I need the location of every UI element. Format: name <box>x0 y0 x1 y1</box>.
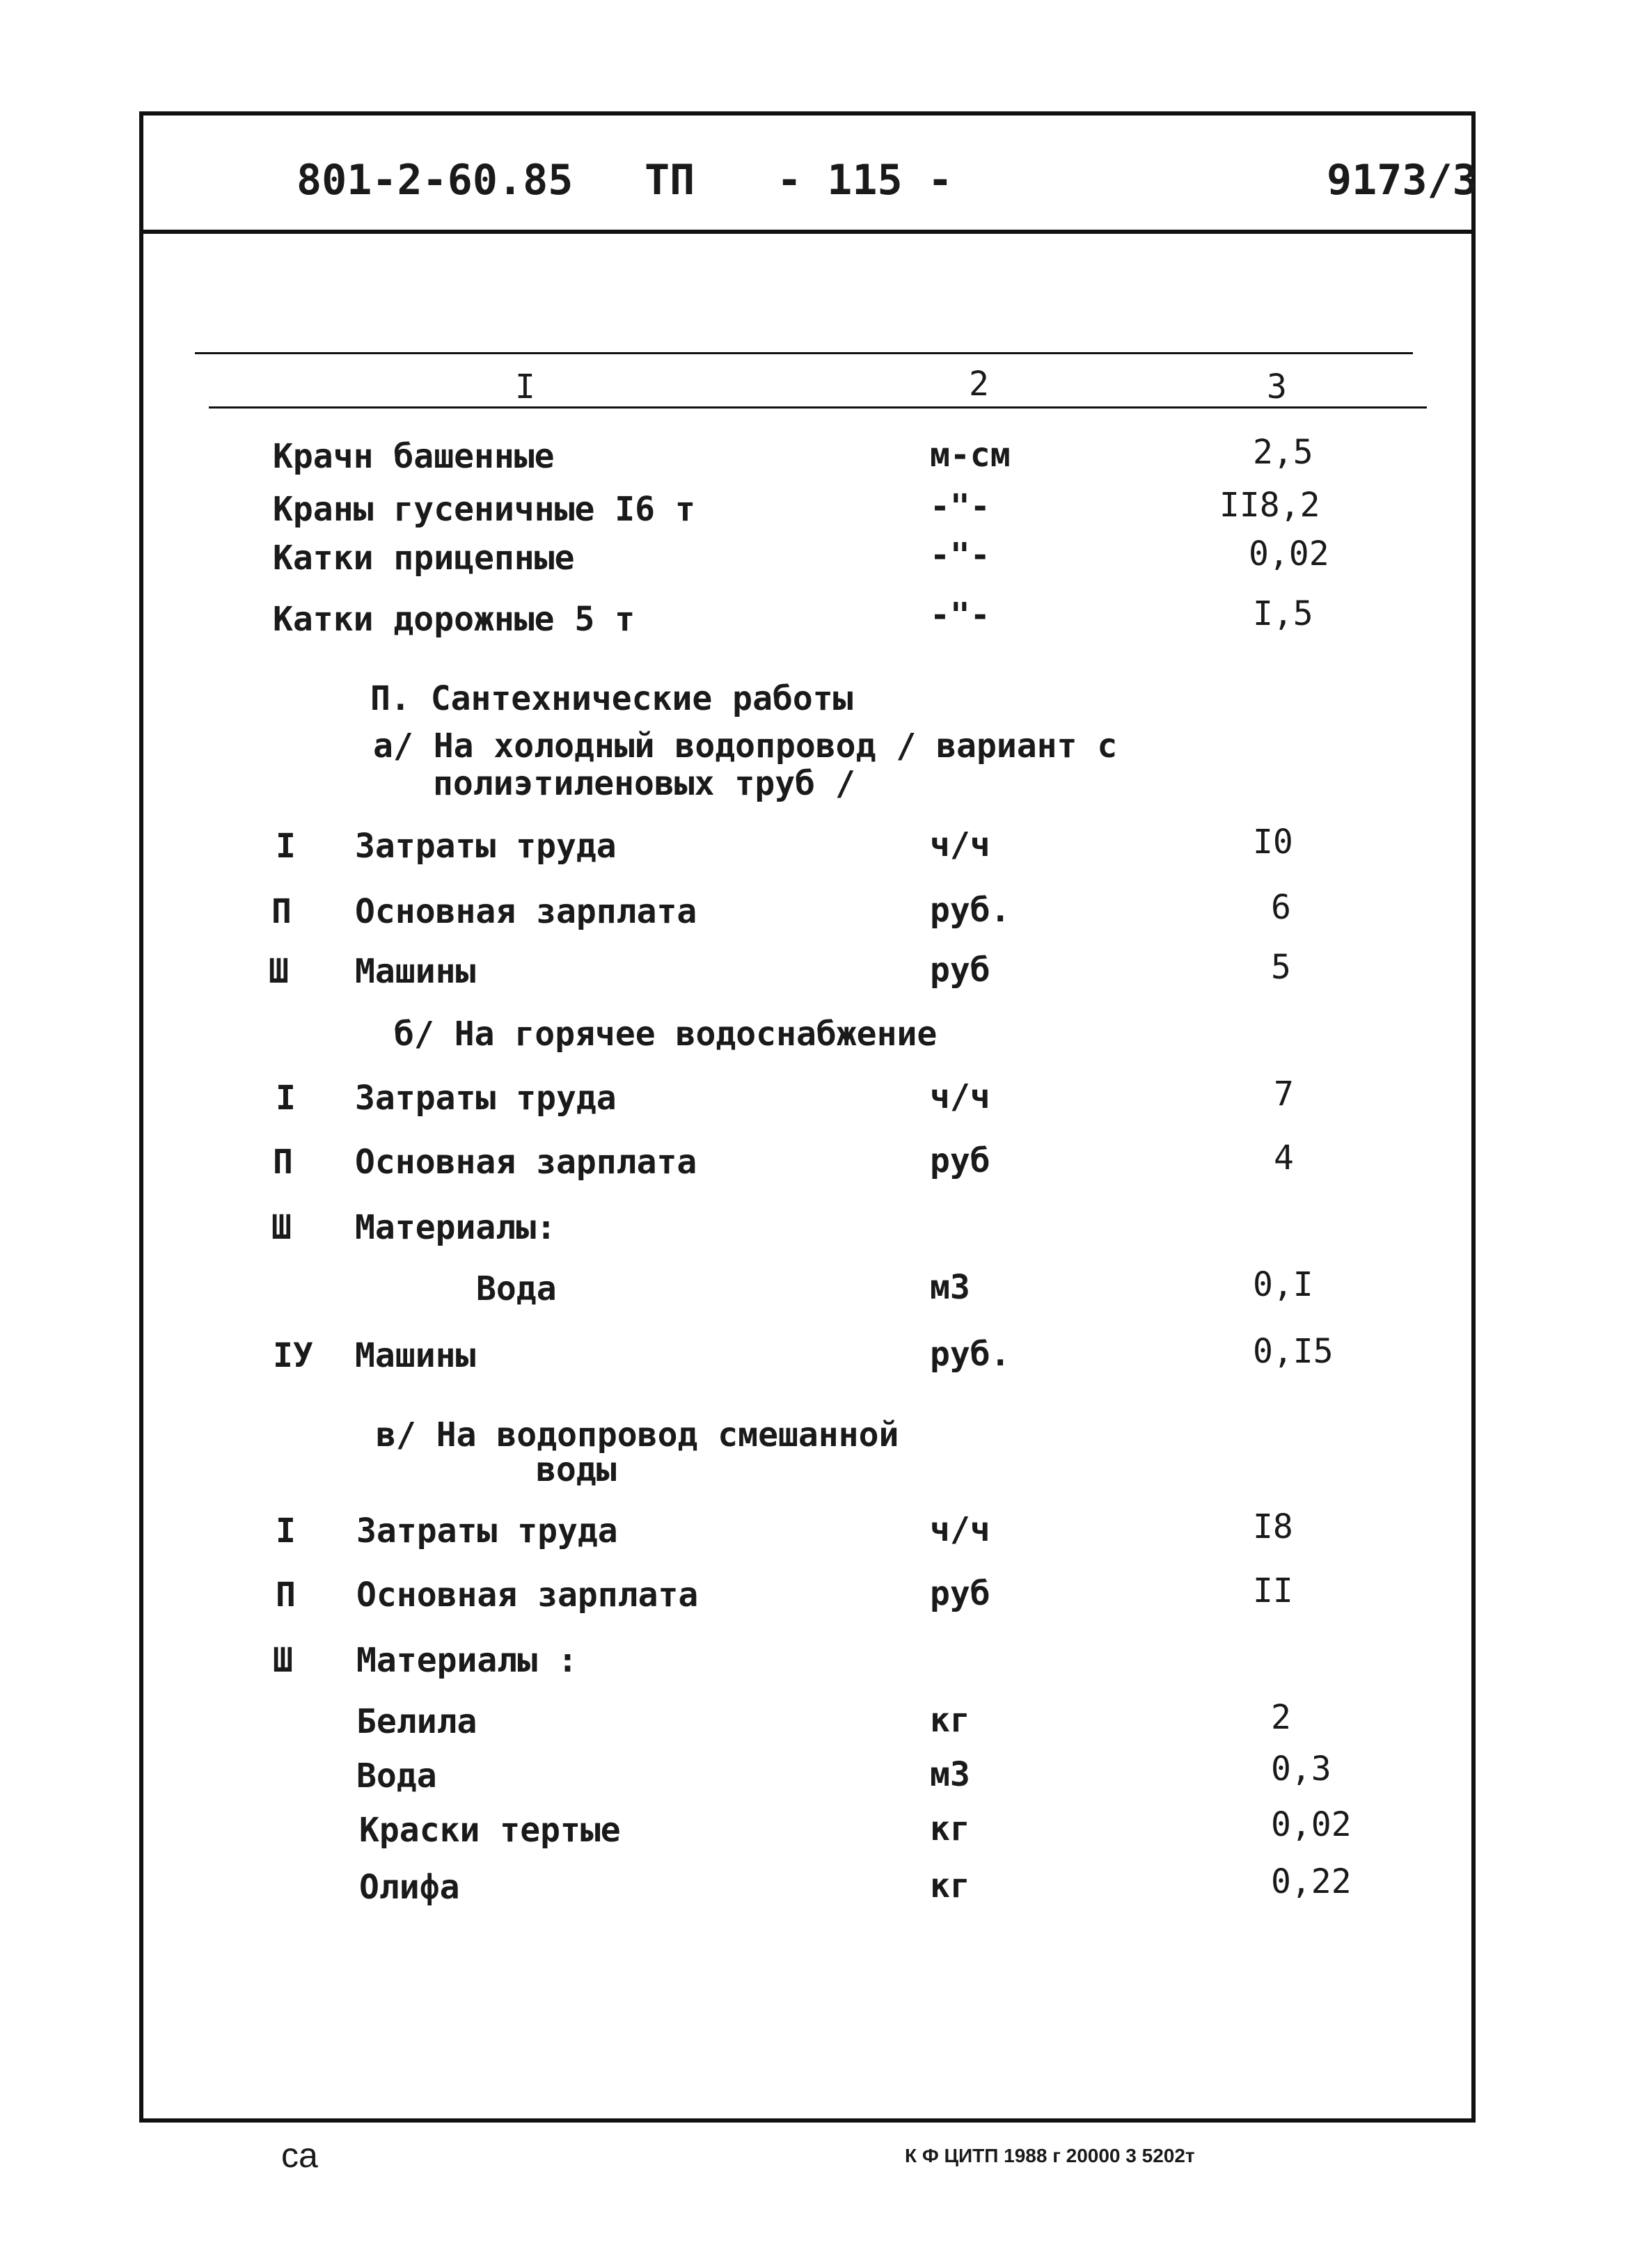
row-name: Крачн башенные <box>273 437 555 476</box>
footer-mark: са <box>281 2136 318 2175</box>
row-number: I <box>276 1512 296 1551</box>
row-unit: ч/ч <box>930 1077 990 1116</box>
row-value: II8,2 <box>1219 486 1320 525</box>
row-unit: м3 <box>930 1755 970 1794</box>
row-number: I <box>276 827 296 866</box>
row-name: Основная зарплата <box>355 892 697 931</box>
row-name: Машины <box>355 952 476 991</box>
row-name: Основная зарплата <box>356 1576 699 1615</box>
row-number: I <box>276 1079 296 1118</box>
row-name: Вода <box>356 1756 437 1795</box>
subsection-a-title: а/ На холодный водопровод / вариант с <box>373 727 1118 766</box>
row-unit: руб. <box>930 1335 1011 1374</box>
row-value: 5 <box>1271 948 1291 987</box>
page-number: - 115 - <box>777 156 953 205</box>
section-title: П. Сантехнические работы <box>370 679 853 718</box>
row-unit: м3 <box>930 1268 970 1307</box>
row-value: I0 <box>1253 823 1293 862</box>
row-unit: кг <box>930 1809 970 1848</box>
doc-code: 801-2-60.85 <box>297 156 574 205</box>
row-unit: руб <box>930 1574 990 1613</box>
table-rule-top <box>195 352 1413 354</box>
column-header-1: I <box>515 367 535 406</box>
sheet-ref: 9173/3 <box>1327 156 1478 205</box>
doc-type: ТП <box>645 156 695 205</box>
row-value: II <box>1253 1571 1293 1610</box>
row-number: Ш <box>273 1641 293 1680</box>
row-number: П <box>273 1143 293 1182</box>
row-name: Затраты труда <box>355 827 617 866</box>
row-value: 0,I <box>1253 1265 1313 1304</box>
row-unit: кг <box>930 1866 970 1905</box>
row-value: 0,3 <box>1271 1750 1331 1789</box>
column-header-2: 2 <box>969 365 989 404</box>
row-name: Катки прицепные <box>273 539 575 578</box>
row-unit: кг <box>930 1701 970 1740</box>
row-name: Затраты труда <box>356 1512 618 1551</box>
row-value: 0,22 <box>1271 1862 1352 1901</box>
row-value: 2,5 <box>1253 433 1313 472</box>
row-value: 6 <box>1271 888 1291 927</box>
row-value: 0,02 <box>1271 1805 1352 1844</box>
column-header-3: 3 <box>1267 367 1287 406</box>
row-unit: -"- <box>930 596 990 635</box>
row-name: Машины <box>355 1336 476 1375</box>
row-number: Ш <box>271 1208 292 1247</box>
row-name: Краны гусеничные I6 т <box>273 490 695 529</box>
row-name: Катки дорожные 5 т <box>273 600 635 639</box>
row-number: IУ <box>273 1336 313 1375</box>
row-number: П <box>276 1576 296 1615</box>
row-name: Основная зарплата <box>355 1143 697 1182</box>
row-name: Краски тертые <box>359 1811 621 1850</box>
subsection-c-title: в/ На водопровод смешанной <box>376 1415 899 1454</box>
footer-print-info: К Ф ЦИТП 1988 г 20000 3 5202т <box>905 2145 1195 2166</box>
row-name: Затраты труда <box>355 1079 617 1118</box>
subsection-a-title-cont: полиэтиленовых труб / <box>433 764 855 803</box>
row-unit: -"- <box>930 536 990 575</box>
table-rule-header <box>209 406 1427 409</box>
row-value: I8 <box>1253 1507 1293 1546</box>
row-value: 2 <box>1271 1698 1291 1737</box>
row-name: Олифа <box>359 1868 460 1907</box>
row-value: I,5 <box>1253 594 1313 633</box>
row-name: Вода <box>476 1269 557 1308</box>
row-unit: руб. <box>930 891 1011 930</box>
row-number: Ш <box>269 952 289 991</box>
row-number: П <box>271 892 292 931</box>
row-unit: руб <box>930 951 990 990</box>
row-name: Материалы : <box>356 1641 578 1680</box>
row-unit: -"- <box>930 487 990 526</box>
row-unit: руб <box>930 1141 990 1180</box>
row-unit: ч/ч <box>930 1510 990 1549</box>
row-name: Белила <box>356 1702 477 1741</box>
row-value: 0,I5 <box>1253 1332 1334 1371</box>
title-block <box>143 116 1478 234</box>
row-value: 4 <box>1274 1139 1294 1177</box>
subsection-c-title-cont: воды <box>536 1450 617 1489</box>
row-value: 0,02 <box>1249 534 1329 573</box>
row-value: 7 <box>1274 1074 1294 1113</box>
subsection-b-title: б/ На горячее водоснабжение <box>394 1015 938 1054</box>
row-unit: ч/ч <box>930 825 990 864</box>
row-name: Материалы: <box>355 1208 556 1247</box>
row-unit: м-см <box>930 436 1011 475</box>
